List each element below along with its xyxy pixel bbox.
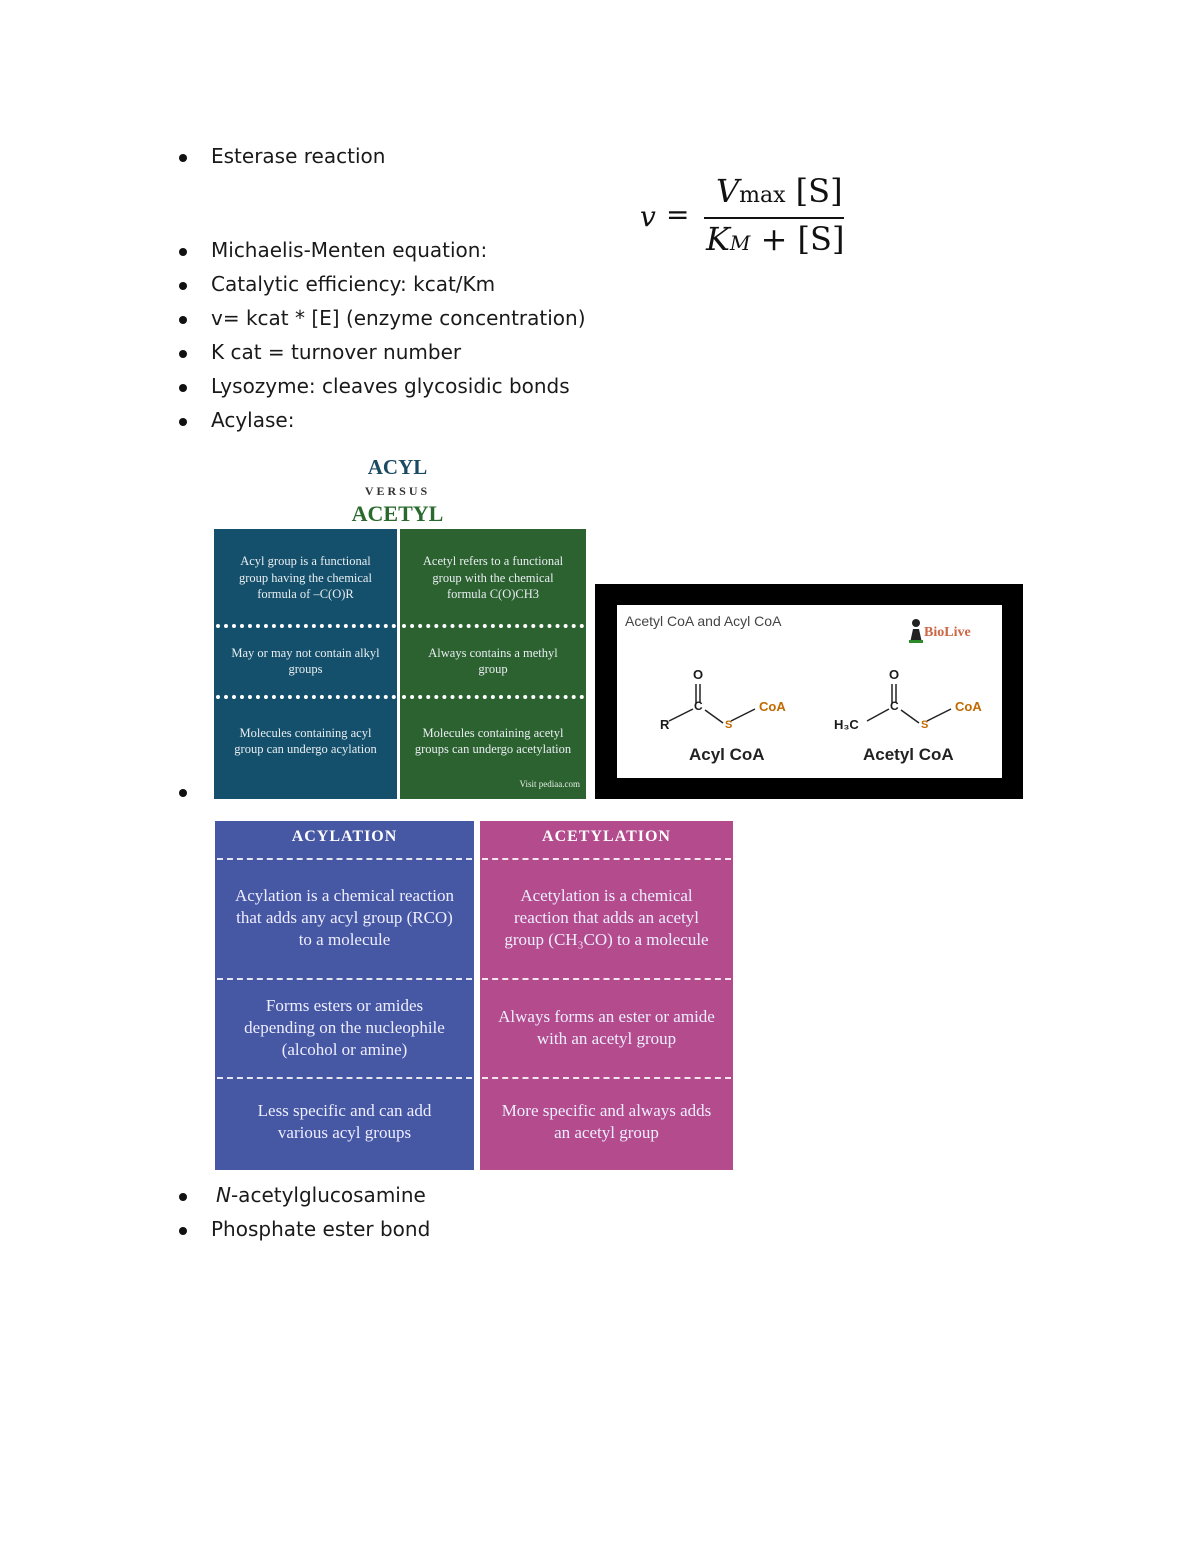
- av-title-acyl: ACYL: [367, 455, 428, 479]
- r-c-bond: [669, 709, 693, 721]
- av-right-cell: Acetyl refers to a functional group with the chemical formula C(O)CH3: [422, 554, 564, 602]
- bullet-esterase: Esterase reaction: [211, 144, 386, 168]
- c-s-bond: [705, 710, 723, 723]
- table-divider: [482, 978, 731, 980]
- av-left-cell: May or may not contain alkyl groups: [231, 645, 380, 676]
- acetyl-coa-group: CoA: [955, 699, 982, 714]
- acetylation-header: ACETYLATION: [542, 828, 671, 845]
- biolive-logo: [907, 617, 987, 645]
- formula-km-sub: M: [729, 231, 751, 255]
- bullet-velocity: v= kcat * [E] (enzyme concentration): [211, 306, 586, 330]
- bullet-dot: [179, 789, 187, 797]
- table-divider: [482, 1077, 731, 1079]
- bullet-dot: [179, 282, 187, 290]
- av-left-cell: Molecules containing acyl group can undergo acylation: [234, 725, 377, 756]
- coa-panel: [617, 605, 1002, 778]
- acylation-cell: Forms esters or amides depending on the nucleophile (alcohol or amine): [244, 996, 445, 1059]
- bullet-dot: [179, 384, 187, 392]
- acetylation-cell: More specific and always adds an acetyl group: [501, 1101, 712, 1142]
- formula-fraction-bar: [704, 217, 844, 219]
- ch3-c-bond: [867, 709, 889, 721]
- bullet-dot: [179, 316, 187, 324]
- michaelis-menten-formula: [636, 172, 851, 264]
- acetyl-coa-label: Acetyl CoA: [863, 745, 954, 764]
- acyl-coa-group: CoA: [759, 699, 786, 714]
- bullet-n-acetylglucosamine: [216, 1183, 426, 1207]
- coa-panel-title: Acetyl CoA and Acyl CoA: [625, 613, 782, 629]
- n-prefix: N: [216, 1183, 231, 1207]
- formula-vmax-sub: max: [739, 183, 786, 208]
- formula-equals: =: [666, 198, 690, 231]
- formula-den-s: [S]: [797, 220, 845, 258]
- bullet-dot: [179, 350, 187, 358]
- bullet-catalytic-efficiency: Catalytic efficiency: kcat/Km: [211, 272, 496, 296]
- av-divider: [402, 695, 584, 699]
- acetylation-cell: Always forms an ester or amide with an acetyl group: [498, 1007, 715, 1048]
- av-watermark: Visit pediaa.com: [519, 779, 580, 789]
- acyl-atom-r: R: [660, 717, 670, 732]
- bullet-dot: [179, 154, 187, 162]
- av-divider: [216, 624, 396, 628]
- table-divider: [217, 978, 472, 980]
- acetyl-atom-c: C: [890, 699, 899, 713]
- acylation-cell: Acylation is a chemical reaction that adds any acyl group (RCO) to a molecule: [234, 886, 455, 949]
- bullet-phosphate-ester: Phosphate ester bond: [211, 1217, 431, 1241]
- acyl-coa-label: Acyl CoA: [689, 745, 765, 764]
- biolive-logo-text: BioLive: [924, 625, 971, 640]
- table-divider: [217, 858, 472, 860]
- s-coa-bond: [731, 709, 755, 721]
- av-title-acetyl: ACETYL: [351, 501, 444, 526]
- av-divider: [402, 624, 584, 628]
- av-title-versus: VERSUS: [364, 484, 431, 498]
- acylation-cell: Less specific and can add various acyl groups: [257, 1101, 432, 1142]
- bullet-dot: [179, 248, 187, 256]
- formula-km-k: K: [706, 220, 730, 258]
- formula-denominator: [706, 220, 844, 258]
- acyl-atom-c: C: [694, 699, 703, 713]
- acetyl-atom-s: S: [921, 719, 929, 731]
- acetyl-atom-o: O: [889, 667, 900, 682]
- formula-vmax-v: V: [716, 172, 740, 210]
- formula-num-s: [S]: [795, 172, 843, 210]
- bullet-acylase: Acylase:: [211, 408, 295, 432]
- scientist-icon: [907, 617, 925, 643]
- av-right-cell: Always contains a methyl group: [428, 645, 558, 676]
- av-left-cell: Acyl group is a functional group having the chemical formula of –C(O)R: [239, 554, 372, 602]
- table-divider: [217, 1077, 472, 1079]
- formula-numerator: [716, 172, 843, 210]
- acyl-atom-s: S: [725, 719, 733, 731]
- av-divider: [216, 695, 396, 699]
- acetylation-cell: Acetylation is a chemical reaction that adds an acetyl group (CH₃CO) to a molecule: [504, 886, 709, 949]
- acetyl-atom-h3c: H₃C: [834, 717, 859, 732]
- av-right-cell: Molecules containing acetyl groups can undergo acetylation: [414, 725, 572, 756]
- acylation-header: ACYLATION: [291, 828, 398, 845]
- bullet-dot: [179, 1193, 187, 1201]
- bullet-lysozyme: Lysozyme: cleaves glycosidic bonds: [211, 374, 570, 398]
- bullet-kcat: K cat = turnover number: [211, 340, 462, 364]
- acetylglucosamine-text: -acetylglucosamine: [230, 1183, 426, 1207]
- c-s-bond: [901, 710, 919, 723]
- acyl-atom-o: O: [693, 667, 704, 682]
- bullet-dot: [179, 1227, 187, 1235]
- bullet-dot: [179, 418, 187, 426]
- s-coa-bond: [927, 709, 951, 721]
- formula-plus: +: [760, 220, 788, 258]
- formula-lhs: v: [640, 200, 656, 233]
- table-divider: [482, 858, 731, 860]
- bullet-michaelis-menten: Michaelis-Menten equation:: [211, 238, 488, 262]
